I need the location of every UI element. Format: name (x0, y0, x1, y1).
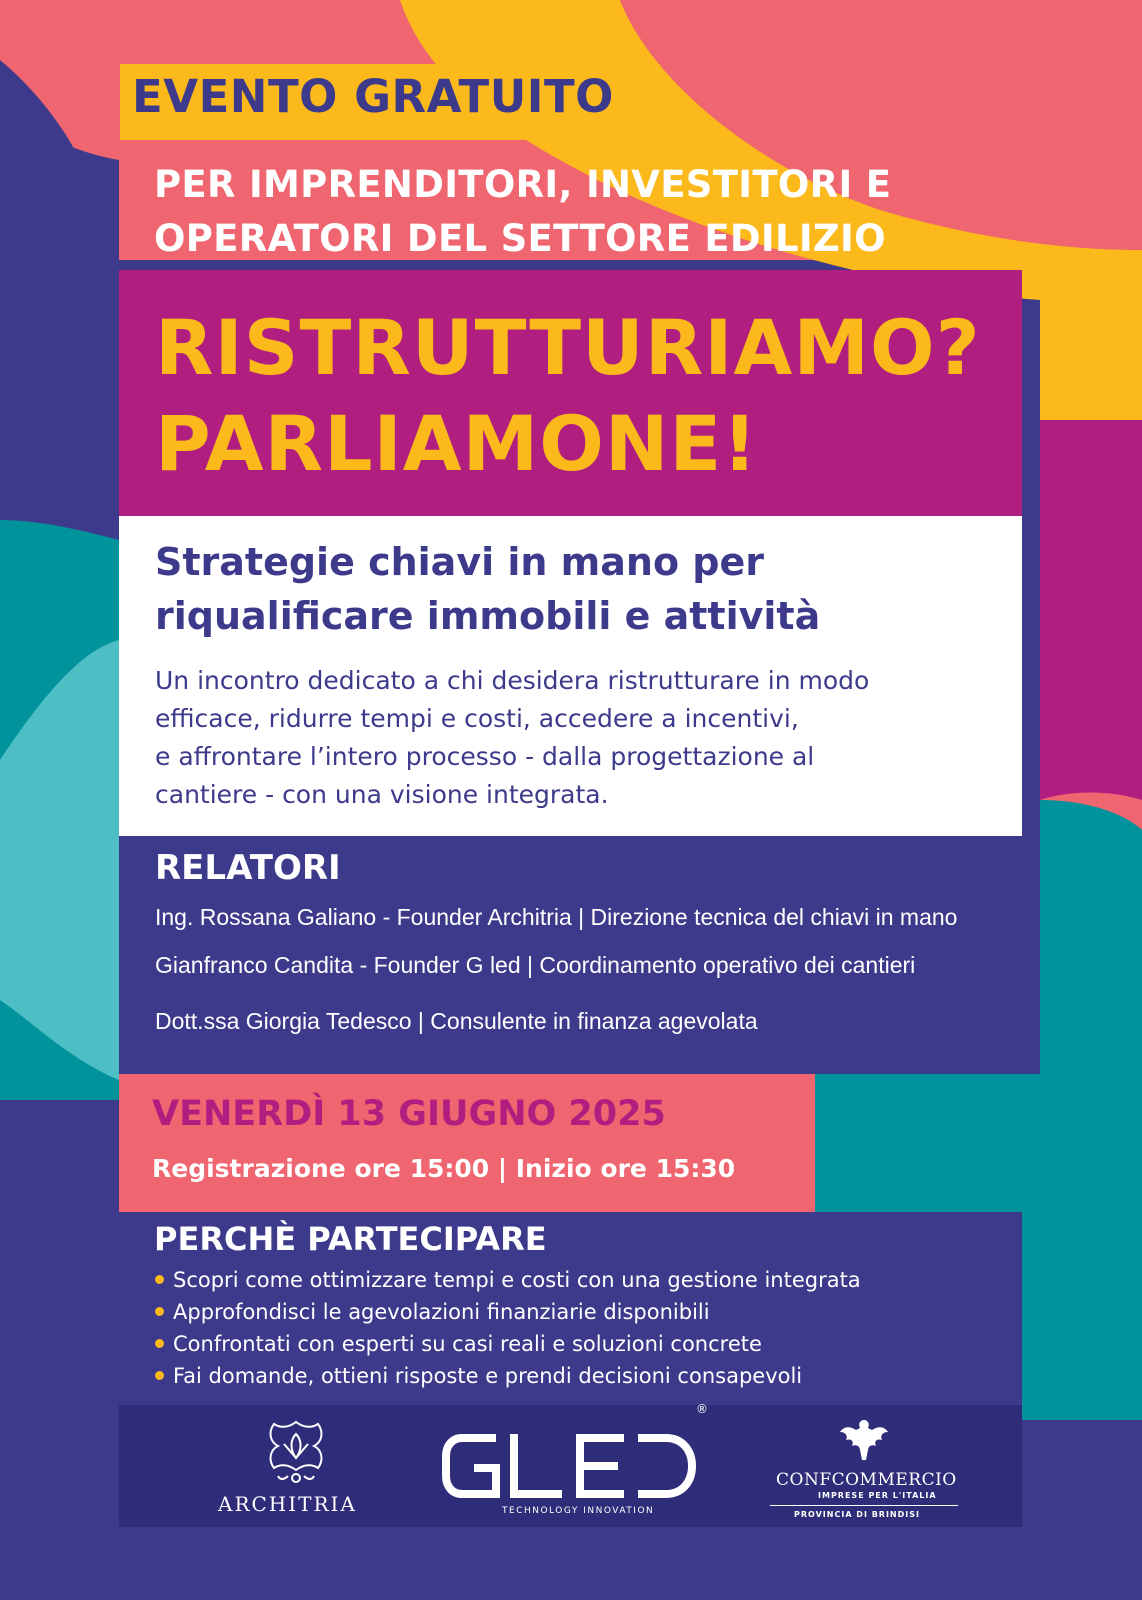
audience-line-1: PER IMPRENDITORI, INVESTITORI E (154, 163, 892, 206)
why-item-text: Fai domande, ottieni risposte e prendi decisioni consapevoli (173, 1364, 803, 1388)
confcommercio-province: PROVINCIA DI BRINDISI (794, 1510, 920, 1519)
event-title-line-2: PARLIAMONE! (155, 399, 759, 488)
speaker-item: Gianfranco Candita - Founder G led | Coordinamento operativo dei cantieri (155, 952, 916, 978)
why-heading: PERCHÈ PARTECIPARE (154, 1220, 547, 1258)
event-description (155, 662, 869, 814)
eagle-icon (836, 1416, 892, 1466)
confcommercio-tagline: IMPRESE PER L'ITALIA (818, 1491, 937, 1500)
architria-logo-text: ARCHITRIA (218, 1492, 357, 1516)
why-list (155, 1264, 861, 1392)
confcommercio-divider (770, 1505, 958, 1506)
description-line-3: e affrontare l’intero processo - dalla progettazione al (155, 742, 815, 771)
event-title-line-1: RISTRUTTURIAMO? (155, 303, 981, 392)
bullet-icon (155, 1371, 164, 1380)
gled-tagline: TECHNOLOGY INNOVATION (502, 1506, 655, 1516)
audience-line-2: OPERATORI DEL SETTORE EDILIZIO (154, 217, 886, 260)
description-line-2: efficace, ridurre tempi e costi, accedere a incentivi, (155, 704, 799, 733)
bullet-icon (155, 1307, 164, 1316)
subtitle-line-1: Strategie chiavi in mano per (155, 540, 765, 584)
speakers-heading: RELATORI (155, 848, 341, 888)
gled-logo (440, 1430, 698, 1502)
why-item-text: Approfondisci le agevolazioni finanziarie disponibili (173, 1300, 710, 1324)
free-event-tag: EVENTO GRATUITO (132, 70, 614, 123)
why-item-text: Scopri come ottimizzare tempi e costi con una gestione integrata (173, 1268, 861, 1292)
description-line-1: Un incontro dedicato a chi desidera ristrutturare in modo (155, 666, 870, 695)
speaker-item: Dott.ssa Giorgia Tedesco | Consulente in finanza agevolata (155, 1008, 758, 1034)
registered-mark: ® (696, 1402, 708, 1416)
list-item (155, 1328, 861, 1360)
list-item (155, 1264, 861, 1296)
speaker-item: Ing. Rossana Galiano - Founder Architria | Direzione tecnica del chiavi in mano (155, 904, 958, 930)
audience-text (154, 158, 891, 266)
bullet-icon (155, 1275, 164, 1284)
event-subtitle (155, 535, 820, 643)
architria-logo-icon (258, 1414, 334, 1490)
list-item (155, 1296, 861, 1328)
bullet-icon (155, 1339, 164, 1348)
description-line-4: cantiere - con una visione integrata. (155, 780, 609, 809)
subtitle-line-2: riqualificare immobili e attività (155, 594, 821, 638)
event-date: VENERDÌ 13 GIUGNO 2025 (152, 1094, 666, 1134)
confcommercio-logo-text: CONFCOMMERCIO (776, 1470, 957, 1490)
event-title (155, 300, 981, 492)
event-times: Registrazione ore 15:00 | Inizio ore 15:30 (152, 1154, 736, 1183)
list-item (155, 1360, 861, 1392)
why-item-text: Confrontati con esperti su casi reali e soluzioni concrete (173, 1332, 762, 1356)
